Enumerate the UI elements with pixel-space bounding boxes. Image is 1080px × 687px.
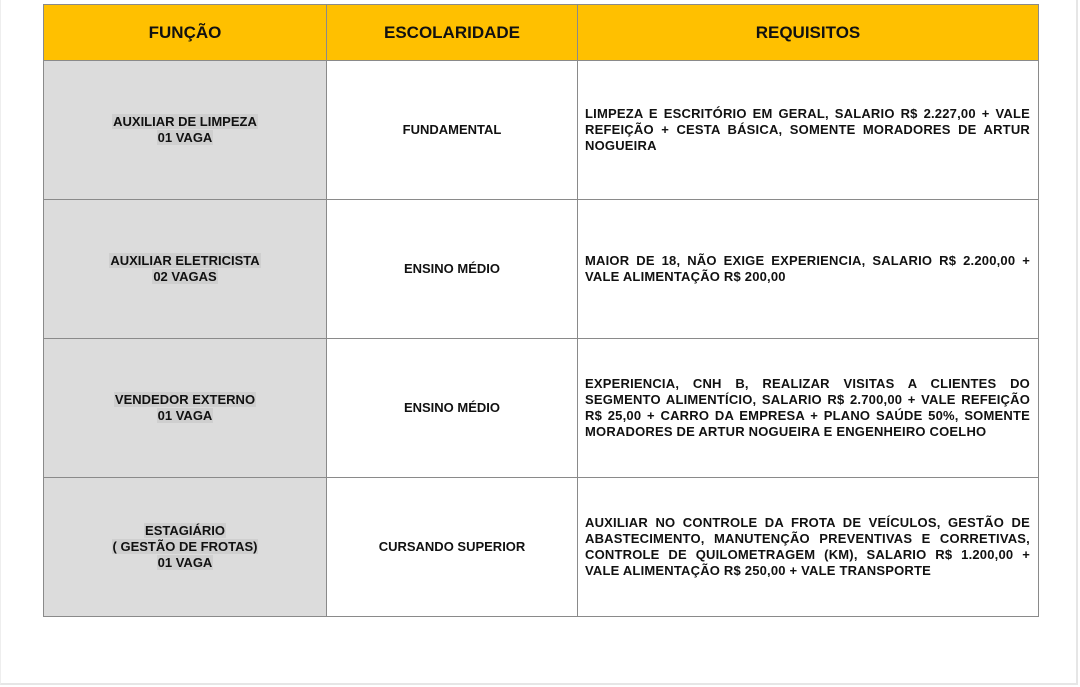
job-openings-table bbox=[43, 4, 1039, 617]
escolaridade-cell: ENSINO MÉDIO bbox=[327, 339, 578, 478]
funcao-vagas: 02 VAGAS bbox=[153, 269, 217, 284]
table-row bbox=[44, 478, 1039, 617]
table-row bbox=[44, 200, 1039, 339]
requisitos-cell: LIMPEZA E ESCRITÓRIO EM GERAL, SALARIO R$ 2.227,00 + VALE REFEIÇÃO + CESTA BÁSICA, SOMENTE MORADORES DE ARTUR NOGUEIRA bbox=[578, 61, 1039, 200]
header-funcao: FUNÇÃO bbox=[44, 5, 327, 61]
funcao-title: AUXILIAR DE LIMPEZA bbox=[113, 114, 257, 129]
funcao-title: ESTAGIÁRIO bbox=[145, 523, 225, 538]
funcao-title: AUXILIAR ELETRICISTA bbox=[110, 253, 260, 268]
escolaridade-cell: FUNDAMENTAL bbox=[327, 61, 578, 200]
escolaridade-cell: CURSANDO SUPERIOR bbox=[327, 478, 578, 617]
funcao-cell bbox=[44, 200, 327, 339]
funcao-cell bbox=[44, 478, 327, 617]
header-requisitos: REQUISITOS bbox=[578, 5, 1039, 61]
funcao-title: VENDEDOR EXTERNO bbox=[114, 392, 256, 407]
funcao-vagas: 01 VAGA bbox=[157, 408, 213, 423]
requisitos-cell: MAIOR DE 18, NÃO EXIGE EXPERIENCIA, SALARIO R$ 2.200,00 + VALE ALIMENTAÇÃO R$ 200,00 bbox=[578, 200, 1039, 339]
funcao-vagas: 01 VAGA bbox=[157, 555, 213, 570]
funcao-cell bbox=[44, 339, 327, 478]
funcao-subtitle: ( GESTÃO DE FROTAS) bbox=[112, 539, 258, 554]
table-row bbox=[44, 61, 1039, 200]
requisitos-cell: AUXILIAR NO CONTROLE DA FROTA DE VEÍCULOS, GESTÃO DE ABASTECIMENTO, MANUTENÇÃO PREVENTIVAS E CORRETIVAS, CONTROLE DE QUILOMETRAGEM (KM), SALARIO R$ 1.200,00 + VALE ALIMENTAÇÃO R$ 250,00 + VALE TRANSPORTE bbox=[578, 478, 1039, 617]
escolaridade-cell: ENSINO MÉDIO bbox=[327, 200, 578, 339]
header-escolaridade: ESCOLARIDADE bbox=[327, 5, 578, 61]
funcao-cell bbox=[44, 61, 327, 200]
table-row bbox=[44, 339, 1039, 478]
requisitos-cell: EXPERIENCIA, CNH B, REALIZAR VISITAS A CLIENTES DO SEGMENTO ALIMENTÍCIO, SALARIO R$ 2.700,00 + VALE REFEIÇÃO R$ 25,00 + CARRO DA EMPRESA + PLANO SAÚDE 50%, SOMENTE MORADORES DE ARTUR NOGUEIRA E ENGENHEIRO COELHO bbox=[578, 339, 1039, 478]
table-header-row bbox=[44, 5, 1039, 61]
funcao-vagas: 01 VAGA bbox=[157, 130, 213, 145]
